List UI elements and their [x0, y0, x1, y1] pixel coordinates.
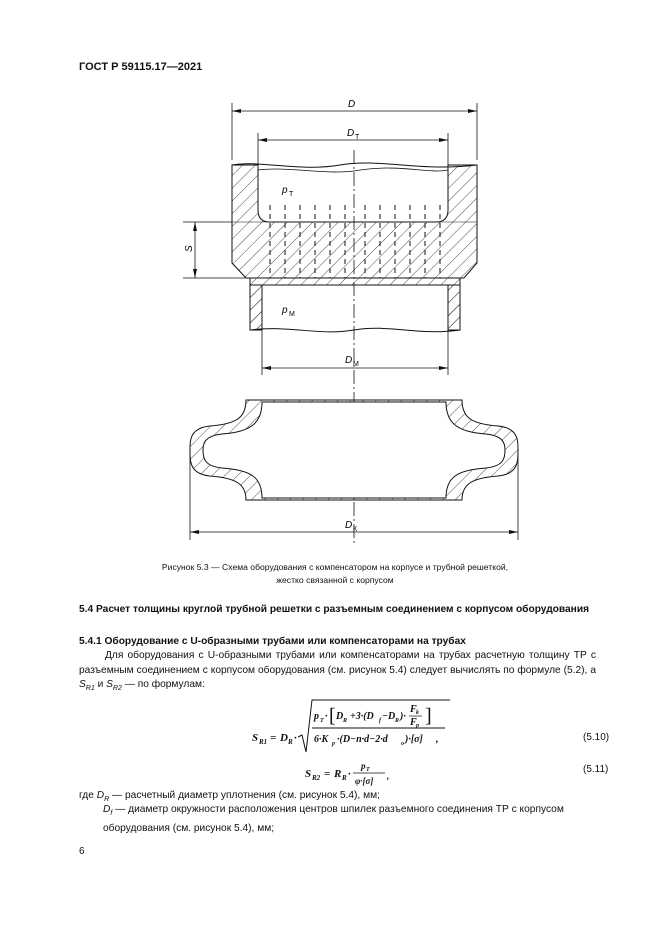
svg-text:F: F	[410, 717, 417, 728]
svg-text:+3·(D: +3·(D	[350, 711, 374, 722]
svg-text:=: =	[270, 732, 277, 744]
svg-text:·(D−n·d−2·d: ·(D−n·d−2·d	[337, 734, 388, 745]
svg-text:φ·[σ]: φ·[σ]	[355, 776, 374, 786]
page-number: 6	[79, 846, 85, 857]
svg-text:R: R	[395, 718, 400, 724]
svg-text:R: R	[342, 774, 347, 782]
label-pt-sub: Т	[289, 191, 294, 198]
label-d: D	[348, 99, 356, 110]
label-pm-sub: М	[289, 311, 295, 318]
label-pt: p	[282, 185, 288, 196]
svg-text:F: F	[410, 704, 417, 715]
svg-text:D: D	[280, 732, 288, 744]
para-sr1-sub: R1	[85, 685, 95, 693]
svg-text:)·[σ]: )·[σ]	[405, 734, 423, 745]
body-paragraph	[79, 649, 596, 697]
subsection-heading: 5.4.1 Оборудование с U-образными трубами или компенсаторами на трубах	[79, 636, 466, 647]
where-dr-sub: R	[104, 796, 110, 804]
svg-text:f: f	[379, 718, 381, 724]
svg-text:T: T	[366, 767, 370, 773]
svg-text:6·K: 6·K	[314, 734, 329, 745]
formula-5-10	[250, 697, 460, 757]
caption-line-1: Рисунок 5.3 — Схема оборудования с компенсатором на корпусе и трубной решеткой,	[161, 562, 509, 572]
label-s: S	[184, 245, 195, 252]
svg-text:S: S	[252, 732, 259, 744]
svg-text:=: =	[324, 768, 331, 780]
para-sr1: S	[79, 679, 86, 690]
label-dk: D	[345, 520, 353, 531]
svg-text:]: ]	[425, 705, 432, 727]
where-df-sub: f	[110, 810, 113, 818]
svg-text:p: p	[332, 741, 335, 747]
label-dt: D	[347, 128, 355, 139]
label-dt-sub: Т	[355, 134, 360, 141]
svg-text:R: R	[334, 768, 342, 780]
where-df-symbol: D	[103, 804, 111, 815]
label-dm-sub: М	[353, 361, 359, 368]
where-df	[103, 803, 596, 836]
svg-text:,: ,	[387, 771, 390, 781]
svg-text:p: p	[361, 761, 366, 771]
svg-text:R: R	[343, 718, 348, 724]
svg-text:·: ·	[348, 768, 351, 780]
para-main: Для оборудования с U-образными трубами или компенсаторами на трубах расчетную толщину ТР с разъемным соединением с корпусом оборудования (см. рисунок 5.4) следует вычислять по формуле (5.2), а	[79, 650, 596, 676]
svg-text:p: p	[416, 723, 419, 729]
svg-text:p: p	[314, 711, 319, 722]
where-df-text: — диаметр окружности расположения центров шпилек разъемного соединения ТР с корпусом оборудования (см. рисунок 5.4), мм;	[103, 804, 564, 834]
svg-text:o: o	[401, 741, 404, 747]
formula-5-11	[303, 757, 403, 789]
figure-caption	[100, 561, 570, 587]
svg-text:k: k	[416, 710, 419, 716]
formula-5-10-number: (5.10)	[583, 732, 610, 743]
para-sr2-sub: R2	[112, 685, 122, 693]
where-intro: где	[79, 790, 94, 801]
svg-text:T: T	[320, 718, 324, 724]
where-dr-text: — расчетный диаметр уплотнения (см. рисунок 5.4), мм;	[109, 790, 380, 801]
svg-text:)·: )·	[400, 711, 406, 722]
where-dr-symbol: D	[96, 790, 105, 801]
svg-text:·: ·	[325, 711, 328, 722]
section-heading: 5.4 Расчет толщины круглой трубной решетки с разъемным соединением с корпусом оборудования	[79, 604, 590, 615]
para-and: и	[94, 679, 107, 690]
caption-line-2: жестко связанной с корпусом	[276, 575, 394, 585]
svg-text:·: ·	[294, 732, 297, 744]
svg-text:S: S	[305, 768, 312, 780]
label-dm: D	[345, 355, 353, 366]
svg-text:R2: R2	[312, 774, 321, 782]
label-pm: p	[282, 305, 288, 316]
svg-text:,: ,	[436, 734, 439, 745]
formula-5-11-number: (5.11)	[583, 764, 609, 775]
svg-text:[: [	[329, 705, 336, 727]
document-header: ГОСТ Р 59115.17—2021	[79, 61, 203, 73]
label-dk-sub: К	[353, 526, 358, 533]
para-sr2: S	[106, 679, 113, 690]
svg-text:−D: −D	[382, 711, 396, 722]
para-end: — по формулам:	[121, 679, 205, 690]
svg-text:R: R	[288, 738, 293, 746]
svg-text:R1: R1	[259, 738, 268, 746]
svg-text:D: D	[336, 711, 344, 722]
